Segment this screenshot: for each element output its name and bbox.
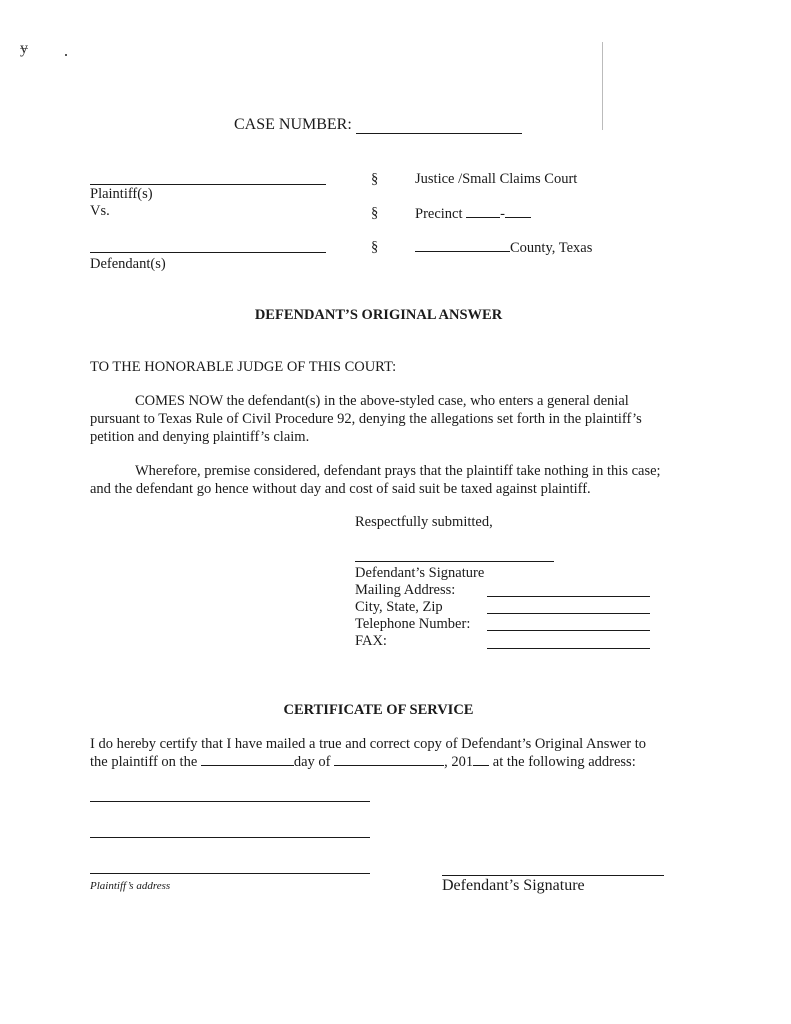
vs-label: Vs. <box>90 203 110 219</box>
telephone-label: Telephone Number: <box>355 616 471 632</box>
closing: Respectfully submitted, <box>355 514 493 530</box>
defendant-label: Defendant(s) <box>90 256 166 272</box>
scan-edge-line <box>602 42 603 130</box>
precinct-field-1[interactable] <box>466 205 500 218</box>
service-month-field[interactable] <box>334 753 444 766</box>
county-suffix: County, Texas <box>510 240 593 256</box>
court-type: Justice /Small Claims Court <box>415 171 578 187</box>
plaintiff-address-line-1[interactable] <box>90 801 370 802</box>
scan-mark: ɏ <box>20 40 28 57</box>
certificate-line-1: I do hereby certify that I have mailed a true and correct copy of Defendant’s Original Answer to <box>90 736 647 752</box>
section-symbol-3: § <box>371 239 379 255</box>
city-state-zip-field[interactable] <box>487 613 650 614</box>
certificate-text-plaintiff-on: the plaintiff on the <box>90 754 198 770</box>
section-symbol-2: § <box>371 205 379 221</box>
salutation: TO THE HONORABLE JUDGE OF THIS COURT: <box>90 359 397 375</box>
certificate-line-2 <box>90 753 636 771</box>
certificate-defendant-signature-label: Defendant’s Signature <box>442 877 585 894</box>
mailing-address-field[interactable] <box>487 596 650 597</box>
signature-label: Defendant’s Signature <box>355 565 485 581</box>
certificate-text-year: , 201 <box>444 754 474 770</box>
defendant-signature-line[interactable] <box>355 561 554 562</box>
county-row <box>415 239 592 257</box>
section-symbol-1: § <box>371 171 379 187</box>
plaintiff-address-line-2[interactable] <box>90 837 370 838</box>
case-number-label: CASE NUMBER: <box>234 116 352 133</box>
fax-field[interactable] <box>487 648 650 649</box>
answer-paragraph-1: COMES NOW the defendant(s) in the above-styled case, who enters a general denial pursuant to Texas Rule of Civil Procedure 92, denying the allegations set forth in the plaintiff’s petition and denying plaintiff’s claim. <box>90 393 642 445</box>
case-number-field[interactable] <box>356 133 522 134</box>
scan-speck <box>65 54 67 56</box>
certificate-text-address: at the following address: <box>492 754 636 770</box>
plaintiff-address-label: Plaintiff’s address <box>90 880 171 892</box>
plaintiff-address-line-3[interactable] <box>90 873 370 874</box>
fax-label: FAX: <box>355 633 387 649</box>
county-field[interactable] <box>415 239 510 252</box>
certificate-defendant-signature-line[interactable] <box>442 875 664 876</box>
service-date-field[interactable] <box>201 753 294 766</box>
certificate-text-day-of: day of <box>293 754 331 770</box>
certificate-title: CERTIFICATE OF SERVICE <box>283 702 474 718</box>
precinct-separator: - <box>500 206 505 222</box>
precinct-field-2[interactable] <box>505 205 531 218</box>
defendant-name-field[interactable] <box>90 252 326 253</box>
telephone-field[interactable] <box>487 630 650 631</box>
answer-title: DEFENDANT’S ORIGINAL ANSWER <box>254 307 503 323</box>
plaintiff-name-field[interactable] <box>90 184 326 185</box>
plaintiff-label: Plaintiff(s) <box>90 186 153 202</box>
mailing-address-label: Mailing Address: <box>355 582 456 598</box>
answer-paragraph-2: Wherefore, premise considered, defendant prays that the plaintiff take nothing in this case; and the defendant go hence without day and cost of said suit be taxed against plaintiff. <box>90 463 661 497</box>
precinct-label: Precinct <box>415 206 463 222</box>
city-state-zip-label: City, State, Zip <box>355 599 443 615</box>
precinct-row <box>415 205 531 223</box>
service-year-field[interactable] <box>473 753 489 766</box>
